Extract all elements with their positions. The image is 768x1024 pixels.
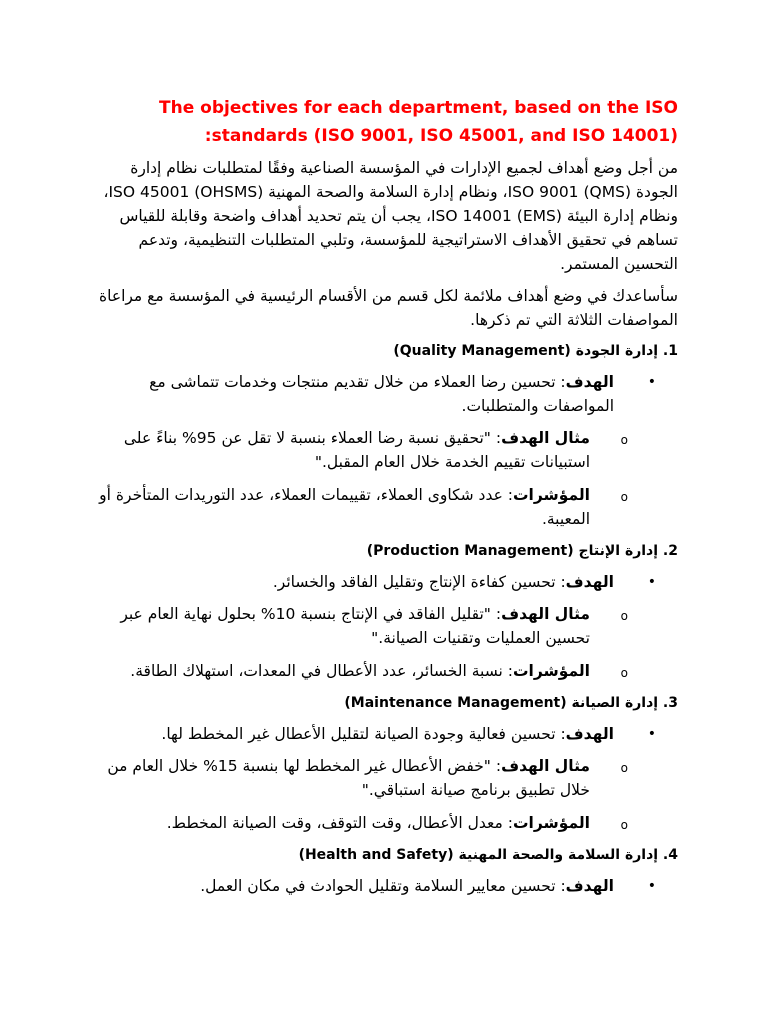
bullet-marker: • <box>647 574 656 590</box>
indicators-item <box>90 659 678 683</box>
goal-label: الهدف <box>565 573 614 591</box>
bullet-marker: • <box>647 726 656 742</box>
indicators-text: : نسبة الخسائر، عدد الأعطال في المعدات، استهلاك الطاقة. <box>130 662 513 680</box>
document-title: The objectives for each department, based on the ISO standards (ISO 9001, ISO 45001, and ISO 14001): <box>159 98 678 146</box>
section-production <box>90 540 678 683</box>
goal-label: الهدف <box>565 725 614 743</box>
goal-text: : تحسين كفاءة الإنتاج وتقليل الفاقد والخسائر. <box>272 573 566 591</box>
example-item <box>90 602 678 650</box>
sub-marker: o <box>620 609 628 623</box>
indicators-label: المؤشرات <box>512 486 590 504</box>
section-quality <box>90 340 678 531</box>
indicators-item <box>90 483 678 531</box>
sub-marker: o <box>620 666 628 680</box>
example-label: مثال الهدف <box>501 605 590 623</box>
example-text: : "تقليل الفاقد في الإنتاج بنسبة 10% بحلول نهاية العام عبر تحسين العمليات وتقنيات الصيانة." <box>120 605 590 647</box>
sub-marker: o <box>620 433 628 447</box>
sub-marker: o <box>620 761 628 775</box>
indicators-text: : معدل الأعطال، وقت التوقف، وقت الصيانة المخطط. <box>166 814 513 832</box>
intro-paragraph-2: سأساعدك في وضع أهداف ملائمة لكل قسم من الأقسام الرئيسية في المؤسسة مع مراعاة المواصفات الثلاثة التي تم ذكرها. <box>98 287 678 329</box>
example-text: : "تحقيق نسبة رضا العملاء بنسبة لا تقل عن 95% بناءً على استبيانات تقييم الخدمة خلال العام المقبل." <box>123 429 590 471</box>
section-heading: 2. إدارة الإنتاج (Production Management) <box>366 543 678 559</box>
example-item <box>90 754 678 802</box>
goal-item <box>90 570 678 594</box>
example-item <box>90 426 678 474</box>
goal-item <box>90 722 678 746</box>
section-health-safety <box>90 844 678 898</box>
indicators-item <box>90 811 678 835</box>
section-heading: 4. إدارة السلامة والصحة المهنية (Health and Safety) <box>298 847 678 863</box>
indicators-label: المؤشرات <box>512 662 590 680</box>
indicators-text: : عدد شكاوى العملاء، تقييمات العملاء، عدد التوريدات المتأخرة أو المعيبة. <box>99 486 590 528</box>
section-heading: 3. إدارة الصيانة (Maintenance Management) <box>344 695 678 711</box>
example-text: : "خفض الأعطال غير المخطط لها بنسبة 15% خلال العام من خلال تطبيق برنامج صيانة استباقي." <box>107 757 590 799</box>
goal-label: الهدف <box>565 877 614 895</box>
goal-item <box>90 874 678 898</box>
sub-marker: o <box>620 818 628 832</box>
example-label: مثال الهدف <box>501 429 590 447</box>
goal-item <box>90 370 678 418</box>
goal-text: : تحسين رضا العملاء من خلال تقديم منتجات وخدمات تتماشى مع المواصفات والمتطلبات. <box>149 373 614 415</box>
sub-marker: o <box>620 490 628 504</box>
goal-label: الهدف <box>565 373 614 391</box>
bullet-marker: • <box>647 878 656 894</box>
section-heading: 1. إدارة الجودة (Quality Management) <box>393 343 678 359</box>
indicators-label: المؤشرات <box>512 814 590 832</box>
intro-paragraph: من أجل وضع أهداف لجميع الإدارات في المؤسسة الصناعية وفقًا لمتطلبات نظام إدارة الجودة (QMS) ISO 9001، ونظام إدارة السلامة والصحة المهنية ISO 45001 (OHSMS)، ونظام إدارة البيئة (EMS) ISO 14001، يجب أن يتم تحديد أهداف واضحة وقابلة للقياس تساهم في تحقيق الأهداف الاستراتيجية للمؤسسة، وتلبي المتطلبات التنظيمية، وتدعم التحسين المستمر. <box>103 159 678 273</box>
goal-text: : تحسين معايير السلامة وتقليل الحوادث في مكان العمل. <box>200 877 566 895</box>
goal-text: : تحسين فعالية وجودة الصيانة لتقليل الأعطال غير المخطط لها. <box>161 725 566 743</box>
bullet-marker: • <box>647 374 656 390</box>
section-maintenance <box>90 692 678 835</box>
example-label: مثال الهدف <box>501 757 590 775</box>
